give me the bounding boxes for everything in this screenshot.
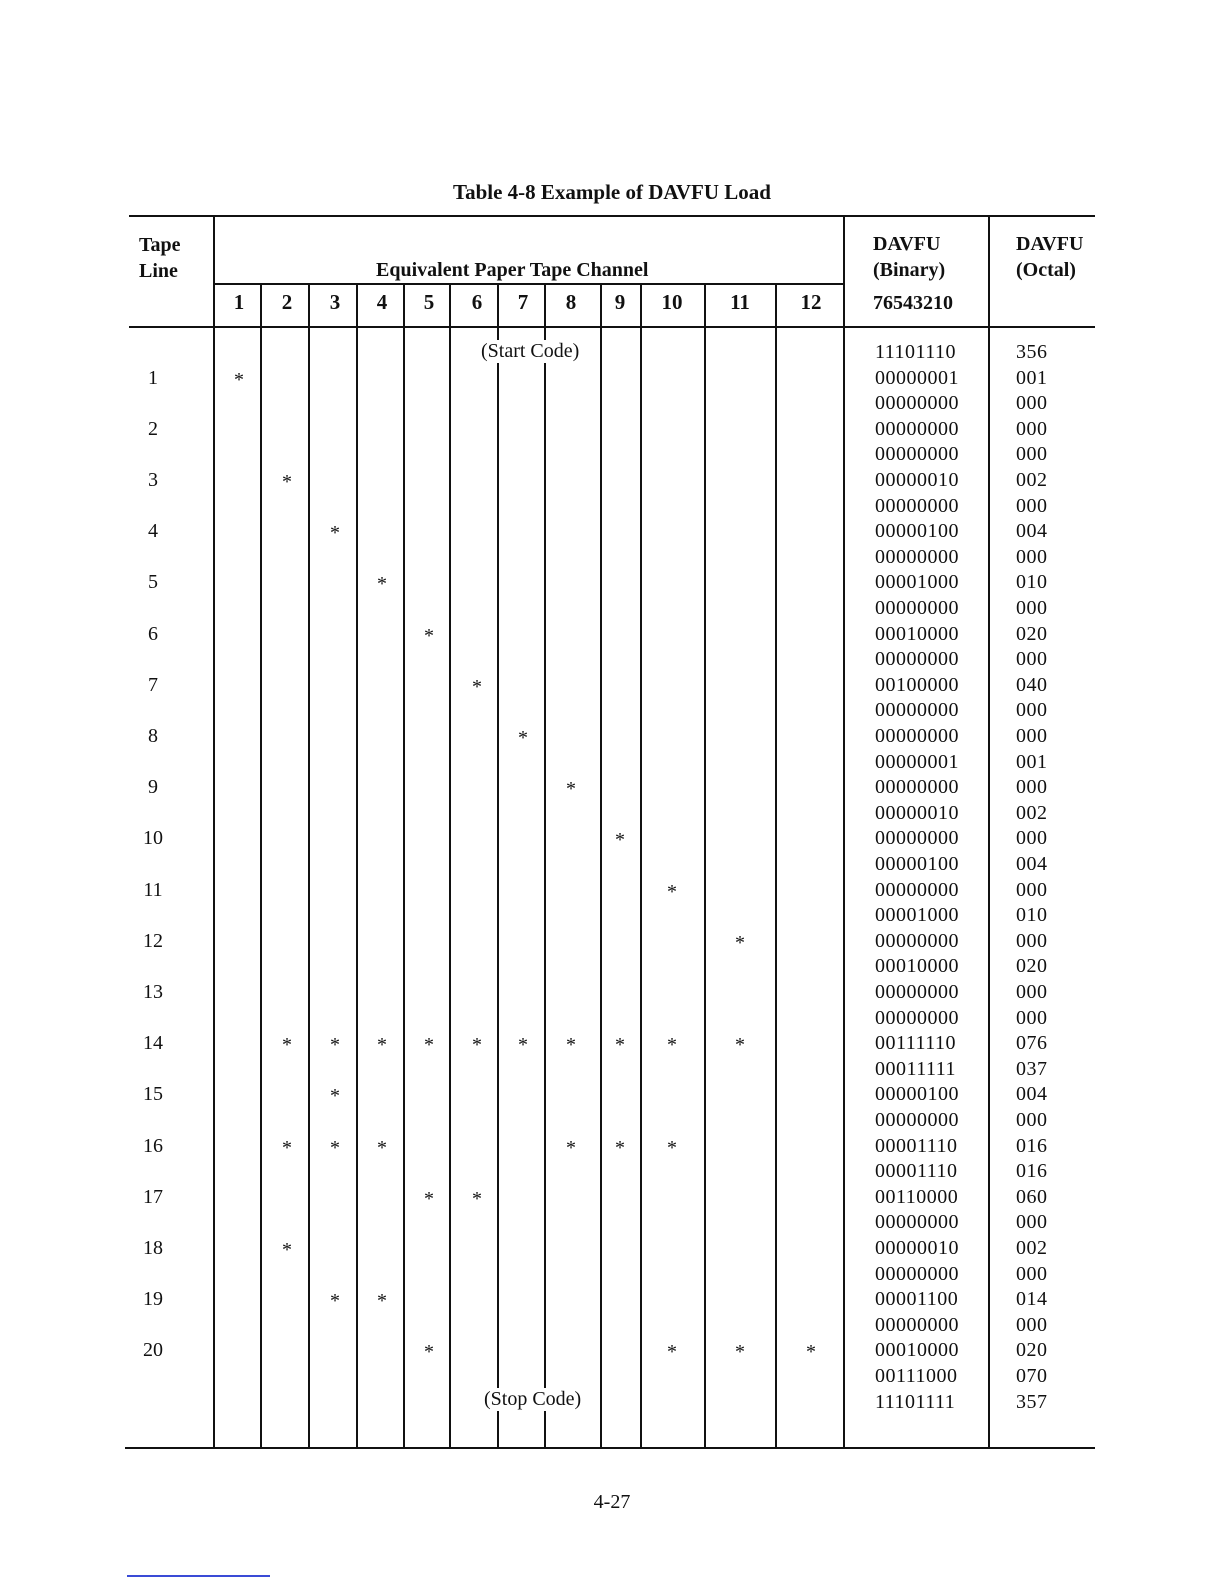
tape-line-number: 8	[148, 725, 158, 747]
davfu-binary-value: 00000000	[875, 776, 959, 799]
channel-group-header: Equivalent Paper Tape Channel	[376, 259, 649, 281]
davfu-octal-value: 004	[1016, 1083, 1048, 1106]
channel-rule-1	[260, 285, 262, 1449]
channel-rule-11	[775, 285, 777, 1449]
davfu-octal-value: 356	[1016, 341, 1048, 363]
table-top-rule	[129, 215, 1095, 217]
davfu-octal-value: 000	[1016, 981, 1048, 1003]
binary-bits-header: 76543210	[873, 292, 953, 314]
tape-line-number: 12	[143, 929, 163, 952]
punch-mark-ch10: *	[667, 1136, 677, 1159]
davfu-octal-value: 004	[1016, 853, 1048, 875]
channel-rule-4	[403, 285, 405, 1449]
davfu-octal-value: 002	[1016, 469, 1048, 491]
punch-mark-ch12: *	[806, 1341, 816, 1364]
channel-header-9: 9	[614, 290, 626, 314]
channel-header-6: 6	[471, 290, 483, 314]
tape-line-number: 19	[143, 1288, 163, 1311]
tape-line-number: 3	[148, 469, 158, 491]
punch-mark-ch4: *	[377, 573, 387, 596]
davfu-octal-value: 000	[1016, 929, 1048, 952]
davfu-binary-value: 00010000	[875, 1339, 959, 1362]
davfu-octal-value: 000	[1016, 1262, 1048, 1285]
octal-header-line1: DAVFU	[1016, 233, 1084, 255]
davfu-binary-value: 00111000	[875, 1365, 958, 1387]
channel-header-2: 2	[281, 290, 293, 314]
punch-mark-ch5: *	[424, 1187, 434, 1210]
tape-line-number: 10	[143, 827, 163, 850]
davfu-binary-value: 00000000	[875, 443, 959, 466]
binary-header-line2: (Binary)	[873, 259, 946, 281]
davfu-octal-value: 002	[1016, 801, 1048, 824]
tape-line-header-line1: Tape	[139, 234, 181, 256]
start-code-label: (Start Code)	[481, 340, 580, 362]
tape-line-header	[139, 232, 181, 284]
davfu-binary-value: 00000000	[875, 417, 959, 440]
davfu-octal-value: 000	[1016, 776, 1048, 799]
davfu-octal-value: 016	[1016, 1160, 1048, 1183]
channel-header-5: 5	[423, 290, 435, 314]
tape-line-number: 11	[143, 878, 163, 901]
binary-column-rule	[843, 215, 845, 1449]
channel-rule-6	[497, 285, 499, 1449]
davfu-binary-value: 00000010	[875, 1237, 959, 1259]
davfu-binary-value: 00000000	[875, 597, 959, 619]
davfu-octal-value: 037	[1016, 1057, 1048, 1080]
davfu-octal-value: 000	[1016, 1006, 1048, 1029]
channel-rule-7	[544, 285, 546, 1449]
davfu-binary-value: 00110000	[875, 1185, 959, 1208]
davfu-octal-value: 000	[1016, 878, 1048, 901]
davfu-binary-value: 11101110	[875, 341, 957, 363]
punch-mark-ch3: *	[330, 522, 340, 545]
binary-header-line1: DAVFU	[873, 233, 941, 255]
davfu-octal-value: 004	[1016, 520, 1048, 543]
table-bottom-rule	[125, 1447, 1095, 1449]
davfu-binary-value: 00000000	[875, 929, 959, 952]
punch-mark-ch2: *	[282, 1239, 292, 1261]
davfu-binary-value: 00000000	[875, 827, 959, 850]
tape-line-number: 6	[148, 622, 158, 645]
davfu-binary-value: 00000000	[875, 1262, 959, 1285]
punch-mark-ch7: *	[518, 1034, 528, 1057]
punch-mark-ch10: *	[667, 1034, 677, 1057]
davfu-binary-value: 00000000	[875, 1313, 959, 1336]
channel-header-3: 3	[329, 290, 341, 314]
punch-mark-ch3: *	[330, 1136, 340, 1159]
punch-mark-ch5: *	[424, 624, 434, 647]
punch-mark-ch3: *	[330, 1034, 340, 1057]
davfu-binary-value: 00000000	[875, 981, 959, 1003]
davfu-binary-value: 00000000	[875, 1109, 959, 1131]
davfu-octal-value: 000	[1016, 443, 1048, 466]
punch-mark-ch10: *	[667, 1341, 677, 1364]
davfu-octal-value: 001	[1016, 366, 1048, 389]
davfu-octal-value: 001	[1016, 750, 1048, 773]
punch-mark-ch9: *	[615, 829, 625, 852]
davfu-octal-value: 020	[1016, 1339, 1048, 1362]
tape-line-number: 20	[143, 1339, 163, 1362]
davfu-octal-value: 000	[1016, 648, 1048, 671]
punch-mark-ch4: *	[377, 1136, 387, 1159]
punch-mark-ch2: *	[282, 1136, 292, 1159]
punch-mark-ch4: *	[377, 1290, 387, 1313]
davfu-binary-value: 00000000	[875, 725, 959, 747]
tape-line-number: 15	[143, 1083, 163, 1106]
punch-mark-ch3: *	[330, 1085, 340, 1108]
davfu-octal-value: 014	[1016, 1288, 1048, 1311]
tape-line-number: 14	[143, 1032, 163, 1055]
davfu-binary-value: 11101111	[875, 1390, 956, 1413]
davfu-octal-value: 000	[1016, 417, 1048, 440]
davfu-binary-value: 00000000	[875, 1006, 959, 1029]
davfu-octal-value: 070	[1016, 1365, 1048, 1387]
davfu-octal-value: 076	[1016, 1032, 1048, 1055]
davfu-octal-value: 002	[1016, 1237, 1048, 1259]
punch-mark-ch11: *	[735, 1034, 745, 1057]
tape-line-number: 5	[148, 571, 158, 594]
channel-header-1: 1	[233, 290, 245, 314]
davfu-octal-value: 000	[1016, 494, 1048, 517]
davfu-octal-value: 357	[1016, 1390, 1048, 1413]
punch-mark-ch6: *	[472, 1187, 482, 1210]
tape-line-number: 16	[143, 1134, 163, 1157]
davfu-binary-value: 00010000	[875, 955, 959, 978]
davfu-octal-value: 000	[1016, 699, 1048, 722]
channel-header-8: 8	[565, 290, 577, 314]
channel-header-7: 7	[517, 290, 529, 314]
punch-mark-ch11: *	[735, 931, 745, 954]
header-bottom-rule	[129, 326, 1095, 328]
davfu-binary-value: 00000000	[875, 392, 959, 415]
tape-line-column-rule	[213, 215, 215, 1449]
davfu-binary-value: 00001000	[875, 904, 959, 927]
davfu-binary-value: 00000100	[875, 520, 959, 543]
octal-column-rule	[988, 215, 990, 1449]
channel-header-4: 4	[376, 290, 388, 314]
davfu-octal-value: 000	[1016, 545, 1048, 568]
octal-header-line2: (Octal)	[1016, 259, 1076, 281]
davfu-octal-value: 040	[1016, 673, 1048, 696]
channel-header-11: 11	[730, 290, 750, 314]
punch-mark-ch3: *	[330, 1290, 340, 1313]
davfu-binary-value: 00000001	[875, 366, 959, 389]
davfu-binary-value: 00000000	[875, 1211, 959, 1234]
punch-mark-ch4: *	[377, 1034, 387, 1057]
tape-line-header-line2: Line	[139, 260, 178, 282]
davfu-octal-value: 010	[1016, 571, 1048, 594]
channel-rule-5	[449, 285, 451, 1449]
davfu-octal-value: 016	[1016, 1134, 1048, 1157]
punch-mark-ch8: *	[566, 1034, 576, 1057]
davfu-binary-value: 00000010	[875, 469, 959, 491]
punch-mark-ch2: *	[282, 1034, 292, 1057]
davfu-binary-value: 00001100	[875, 1288, 959, 1311]
davfu-binary-value: 00000000	[875, 699, 959, 722]
davfu-octal-value: 000	[1016, 597, 1048, 619]
davfu-binary-value: 00000000	[875, 878, 959, 901]
tape-line-number: 4	[148, 520, 158, 543]
davfu-binary-value: 00100000	[875, 673, 959, 696]
channel-rule-2	[308, 285, 310, 1449]
davfu-binary-value: 00001110	[875, 1160, 958, 1183]
punch-mark-ch9: *	[615, 1136, 625, 1159]
davfu-binary-value: 00011111	[875, 1057, 957, 1080]
davfu-octal-value: 000	[1016, 1211, 1048, 1234]
punch-mark-ch10: *	[667, 880, 677, 903]
punch-mark-ch2: *	[282, 471, 292, 493]
davfu-binary-value: 00000000	[875, 545, 959, 568]
table-title: Table 4-8 Example of DAVFU Load	[453, 180, 771, 204]
davfu-octal-value: 010	[1016, 904, 1048, 927]
davfu-octal-value: 000	[1016, 725, 1048, 747]
channel-rule-10	[704, 285, 706, 1449]
punch-mark-ch8: *	[566, 778, 576, 801]
davfu-binary-value: 00111110	[875, 1032, 957, 1055]
page-edge-mark	[127, 1575, 270, 1577]
channel-rule-9	[640, 285, 642, 1449]
davfu-octal-value: 000	[1016, 827, 1048, 850]
davfu-octal-value: 000	[1016, 1109, 1048, 1131]
punch-mark-ch8: *	[566, 1136, 576, 1159]
davfu-octal-value: 020	[1016, 622, 1048, 645]
davfu-binary-value: 00000100	[875, 853, 959, 875]
davfu-octal-value: 020	[1016, 955, 1048, 978]
punch-mark-ch5: *	[424, 1341, 434, 1364]
channel-header-12: 12	[800, 290, 822, 314]
davfu-octal-value: 000	[1016, 392, 1048, 415]
davfu-binary-value: 00001000	[875, 571, 959, 594]
davfu-binary-value: 00000010	[875, 801, 959, 824]
tape-line-number: 1	[148, 366, 158, 389]
channel-rule-3	[356, 285, 358, 1449]
tape-line-number: 2	[148, 417, 158, 440]
tape-line-number: 18	[143, 1237, 163, 1259]
punch-mark-ch6: *	[472, 1034, 482, 1057]
stop-code-label: (Stop Code)	[484, 1388, 582, 1410]
tape-line-number: 17	[143, 1185, 163, 1208]
davfu-binary-value: 00000000	[875, 648, 959, 671]
punch-mark-ch11: *	[735, 1341, 745, 1364]
octal-header	[1016, 231, 1083, 283]
davfu-binary-value: 00000001	[875, 750, 959, 773]
davfu-binary-value: 00000000	[875, 494, 959, 517]
davfu-binary-value: 00000100	[875, 1083, 959, 1106]
channel-header-10: 10	[661, 290, 683, 314]
page-number: 4-27	[593, 1491, 631, 1513]
tape-line-number: 13	[143, 981, 163, 1003]
channel-rule-8	[600, 285, 602, 1449]
davfu-binary-value: 00001110	[875, 1134, 958, 1157]
davfu-octal-value: 060	[1016, 1185, 1048, 1208]
davfu-octal-value: 000	[1016, 1313, 1048, 1336]
punch-mark-ch9: *	[615, 1034, 625, 1057]
punch-mark-ch5: *	[424, 1034, 434, 1057]
tape-line-number: 9	[148, 776, 158, 799]
punch-mark-ch1: *	[234, 368, 244, 391]
davfu-binary-value: 00010000	[875, 622, 959, 645]
punch-mark-ch6: *	[472, 675, 482, 698]
tape-line-number: 7	[148, 673, 158, 696]
binary-header	[873, 231, 945, 283]
punch-mark-ch7: *	[518, 727, 528, 749]
